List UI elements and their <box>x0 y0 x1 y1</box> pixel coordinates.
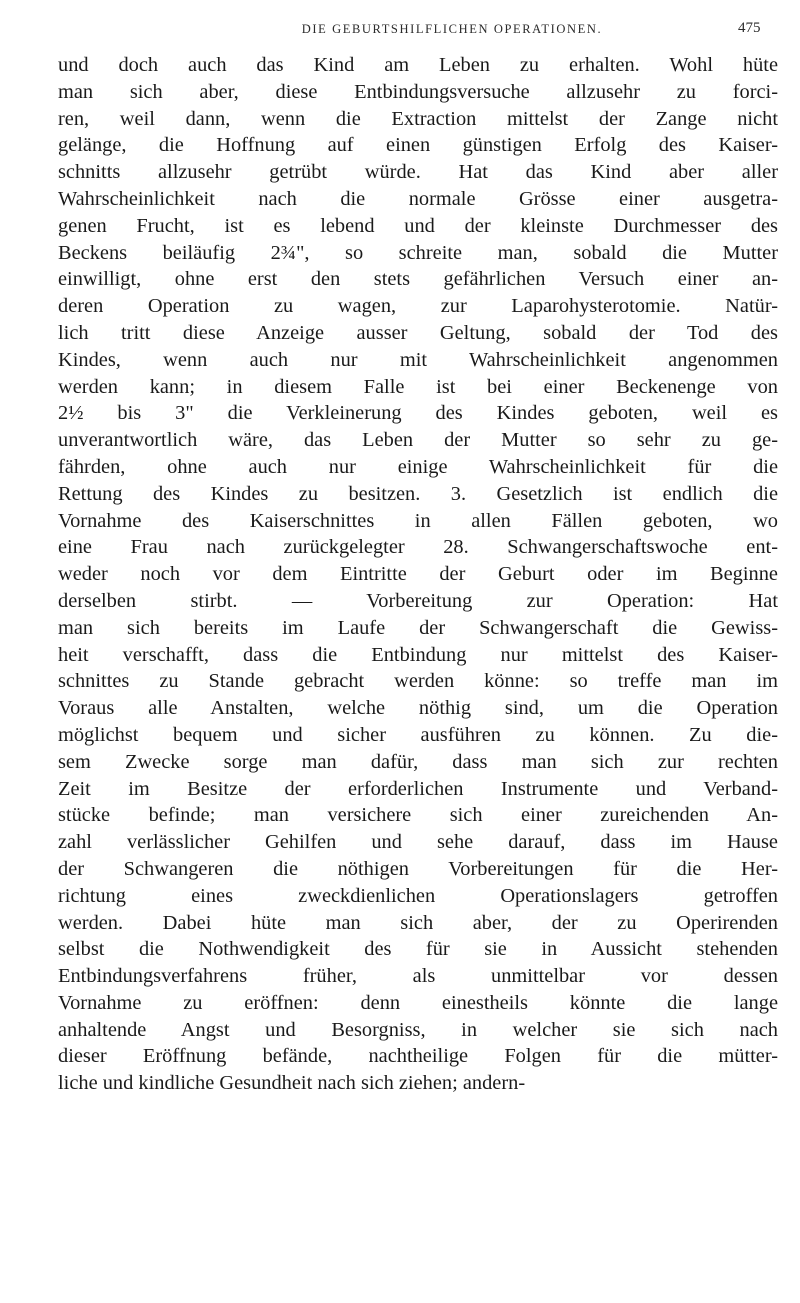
text-line: zahl verlässlicher Gehilfen und sehe darauf, dass im Hause <box>58 831 778 854</box>
text-line: einwilligt, ohne erst den stets gefährlichen Versuch einer an- <box>58 268 778 291</box>
text-line: möglichst bequem und sicher ausführen zu können. Zu die- <box>58 723 778 746</box>
text-line: weder noch vor dem Eintritte der Geburt oder im Beginne <box>58 563 778 586</box>
text-line: und doch auch das Kind am Leben zu erhalten. Wohl hüte <box>58 54 778 76</box>
text-line: derselben stirbt. — Vorbereitung zur Operation: Hat <box>58 589 778 612</box>
text-line: man sich bereits im Laufe der Schwangerschaft die Gewiss- <box>58 616 778 639</box>
text-line: gelänge, die Hoffnung auf einen günstigen Erfolg des Kaiser- <box>58 134 778 157</box>
text-line: werden. Dabei hüte man sich aber, der zu Operirenden <box>58 911 778 934</box>
text-line: werden kann; in diesem Falle ist bei einer Beckenenge von <box>58 375 778 398</box>
text-line: Voraus alle Anstalten, welche nöthig sind, um die Operation <box>58 697 778 720</box>
text-line: Vornahme des Kaiserschnittes in allen Fällen geboten, wo <box>58 509 778 532</box>
text-line: richtung eines zweckdienlichen Operationslagers getroffen <box>58 884 778 907</box>
text-line: Kindes, wenn auch nur mit Wahrscheinlichkeit angenommen <box>58 348 778 371</box>
running-header-title: DIE GEBURTSHILFLICHEN OPERATIONEN. <box>301 22 603 36</box>
text-line: eine Frau nach zurückgelegter 28. Schwangerschaftswoche ent- <box>58 536 778 559</box>
text-line: man sich aber, diese Entbindungsversuche allzusehr zu forci- <box>58 80 778 103</box>
text-line: der Schwangeren die nöthigen Vorbereitungen für die Her- <box>58 857 778 880</box>
text-line: Wahrscheinlichkeit nach die normale Grösse einer ausgetra- <box>58 187 778 210</box>
text-line: selbst die Nothwendigkeit des für sie in Aussicht stehenden <box>58 938 778 961</box>
text-line: sem Zwecke sorge man dafür, dass man sich zur rechten <box>58 750 778 773</box>
text-line: genen Frucht, ist es lebend und der kleinste Durchmesser des <box>58 214 778 237</box>
text-line: Vornahme zu eröffnen: denn einestheils könnte die lange <box>58 991 778 1014</box>
text-line: stücke befinde; man versichere sich einer zureichenden An- <box>58 804 778 827</box>
text-line: unverantwortlich wäre, das Leben der Mutter so sehr zu ge- <box>58 429 778 452</box>
text-line: schnittes zu Stande gebracht werden könne: so treffe man im <box>58 670 778 693</box>
text-line: heit verschafft, dass die Entbindung nur mittelst des Kaiser- <box>58 643 778 666</box>
text-line: Beckens beiläufig 2¾", so schreite man, sobald die Mutter <box>58 241 778 264</box>
text-line: Zeit im Besitze der erforderlichen Instrumente und Verband- <box>58 777 778 800</box>
text-line: schnitts allzusehr getrübt würde. Hat das Kind aber aller <box>58 161 778 184</box>
body-text <box>58 52 778 1097</box>
text-line: anhaltende Angst und Besorgniss, in welcher sie sich nach <box>58 1018 778 1041</box>
text-line: ren, weil dann, wenn die Extraction mittelst der Zange nicht <box>58 107 778 130</box>
text-line: Entbindungsverfahrens früher, als unmittelbar vor dessen <box>58 965 778 988</box>
text-line: deren Operation zu wagen, zur Laparohysterotomie. Natür- <box>58 295 778 318</box>
text-line: dieser Eröffnung befände, nachtheilige Folgen für die mütter- <box>58 1045 778 1068</box>
text-line: 2½ bis 3" die Verkleinerung des Kindes geboten, weil es <box>58 402 778 425</box>
text-line: lich tritt diese Anzeige ausser Geltung, sobald der Tod des <box>58 321 778 344</box>
text-line: liche und kindliche Gesundheit nach sich ziehen; andern- <box>58 1072 526 1095</box>
page-number: 475 <box>738 20 761 36</box>
text-line: Rettung des Kindes zu besitzen. 3. Gesetzlich ist endlich die <box>58 482 778 505</box>
text-line: fährden, ohne auch nur einige Wahrscheinlichkeit für die <box>58 455 778 478</box>
